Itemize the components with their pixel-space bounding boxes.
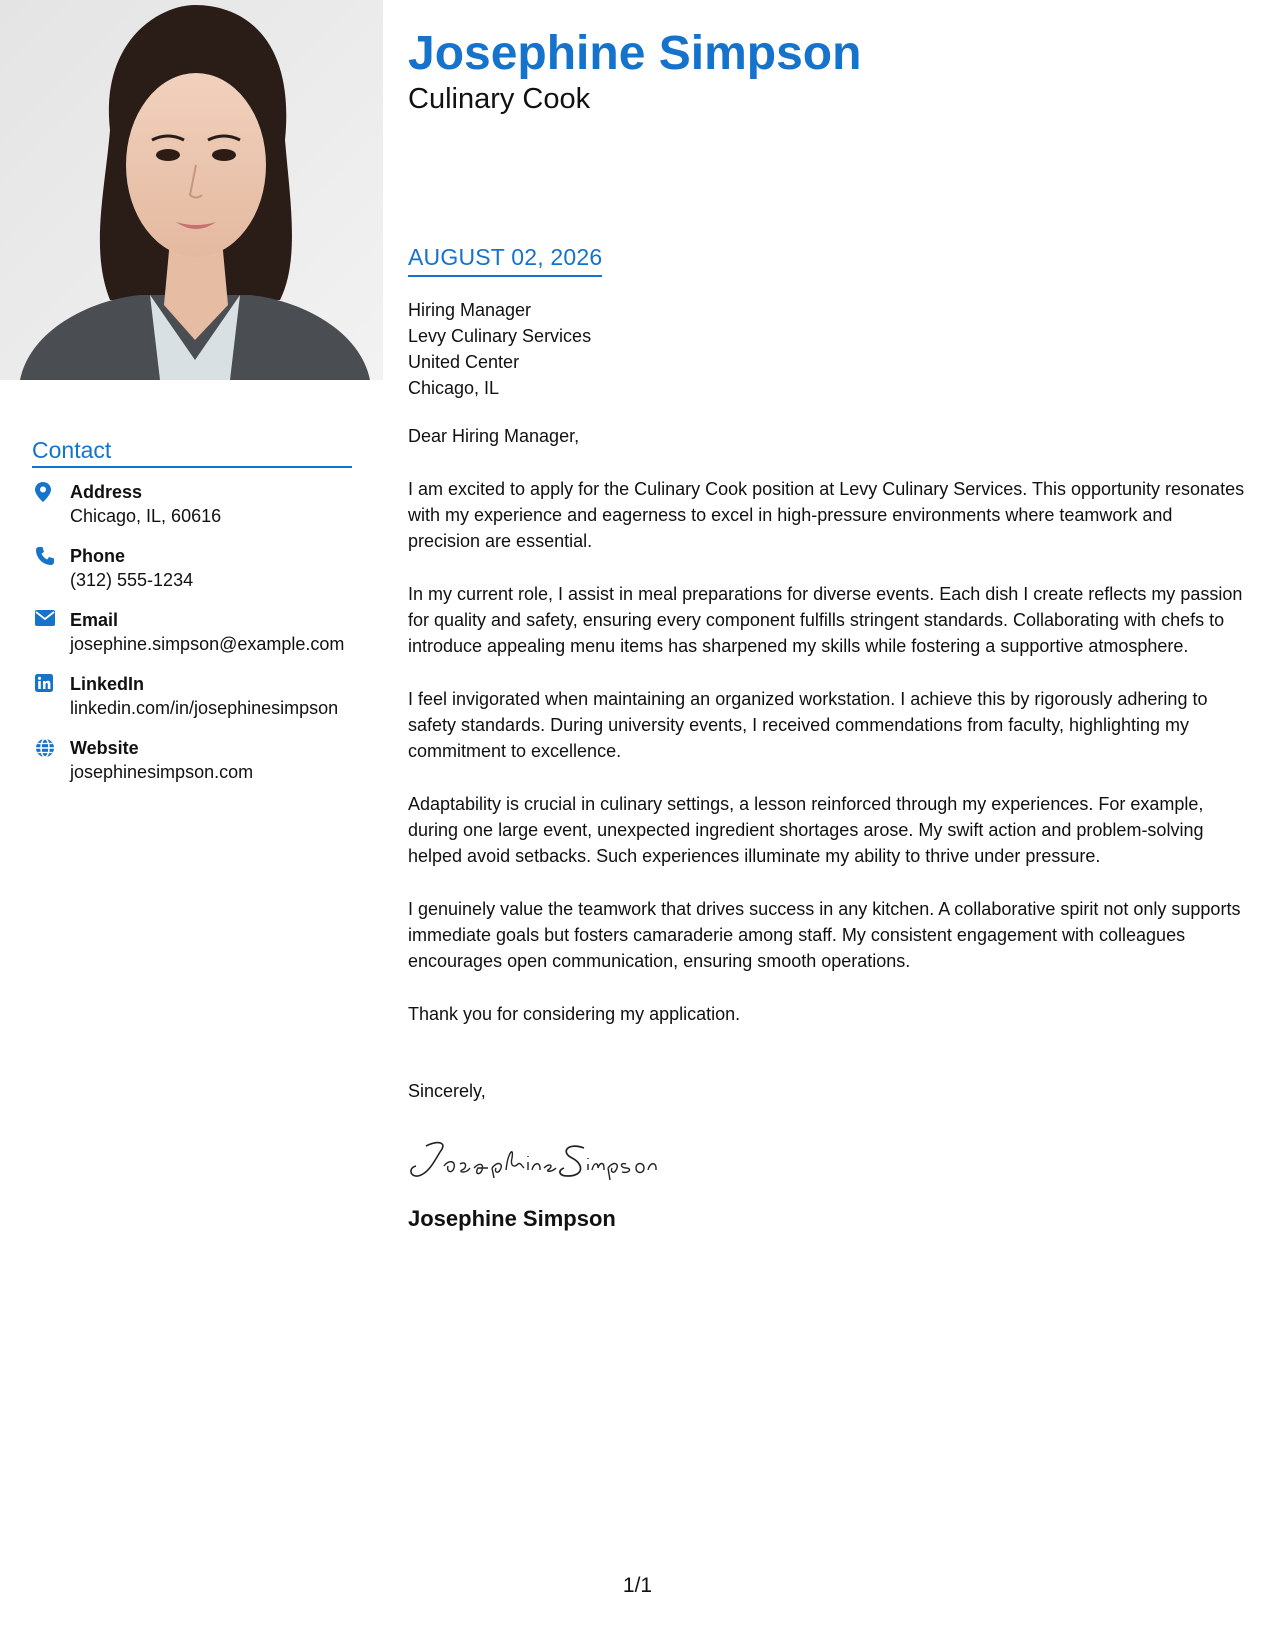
recipient-line: Chicago, IL [408,378,500,398]
recipient-line: United Center [408,352,520,372]
portrait-image [0,0,383,380]
job-title: Culinary Cook [408,83,591,115]
linkedin-value[interactable]: linkedin.com/in/josephinesimpson [70,698,339,718]
handwritten-signature [408,1132,1248,1188]
salutation: Dear Hiring Manager, [408,426,580,446]
contact-sidebar [32,437,352,800]
phone-icon [32,544,70,592]
recipient-line: Hiring Manager [408,300,532,320]
letter-paragraph: I genuinely value the teamwork that drives success in any kitchen. A collaborative spirit not only supports immediate goals but fosters camaraderie among staff. My consistent engagement with colleagues encourages open communication, ensuring smooth operations. [408,899,1241,971]
address-label: Address [70,482,143,502]
recipient-block [408,297,1248,401]
website-value[interactable]: josephinesimpson.com [70,762,254,782]
letter-paragraph: I feel invigorated when maintaining an organized workstation. I achieve this by rigorously adhering to safety standards. During university events, I received commendations from faculty, highlighting my commitment to excellence. [408,689,1208,761]
contact-item-phone [32,544,352,592]
contact-heading: Contact [32,437,352,468]
letter-body [408,423,1248,1027]
letter-paragraph: In my current role, I assist in meal preparations for diverse events. Each dish I create reflects my passion for quality and safety, ensuring every component fulfills stringent standards. Collaborating with chefs to introduce appealing menu items has sharpened my skills while fostering a supportive atmosphere. [408,584,1243,656]
letter-paragraph: I am excited to apply for the Culinary Cook position at Levy Culinary Services. This opportunity resonates with my experience and eagerness to excel in high-pressure environments where teamwork and precision are essential. [408,479,1245,551]
contact-item-linkedin [32,672,352,720]
letter-paragraph: Thank you for considering my application. [408,1004,741,1024]
address-value: Chicago, IL, 60616 [70,506,222,526]
contact-item-email [32,608,352,656]
letter-paragraph: Adaptability is crucial in culinary settings, a lesson reinforced through my experiences. For example, during one large event, unexpected ingredient shortages arose. My swift action and problem-solving helped avoid setbacks. Such experiences illuminate my ability to thrive under pressure. [408,794,1204,866]
linkedin-label: LinkedIn [70,674,145,694]
contact-item-address [32,480,352,528]
website-label: Website [70,738,139,758]
email-label: Email [70,610,119,630]
linkedin-icon [32,672,70,720]
letter-date: AUGUST 02, 2026 [408,244,602,277]
phone-value: (312) 555-1234 [70,570,194,590]
signer-name: Josephine Simpson [408,1206,616,1231]
profile-photo [0,0,383,380]
letter-main [408,26,1248,1232]
closing: Sincerely, [408,1081,486,1101]
globe-icon [32,736,70,784]
email-value[interactable]: josephine.simpson@example.com [70,634,345,654]
phone-label: Phone [70,546,126,566]
contact-list [32,480,352,784]
page-number: 1/1 [622,1574,653,1597]
recipient-line: Levy Culinary Services [408,326,592,346]
contact-item-website [32,736,352,784]
location-pin-icon [32,480,70,528]
email-icon [32,608,70,656]
applicant-name: Josephine Simpson [408,27,862,80]
